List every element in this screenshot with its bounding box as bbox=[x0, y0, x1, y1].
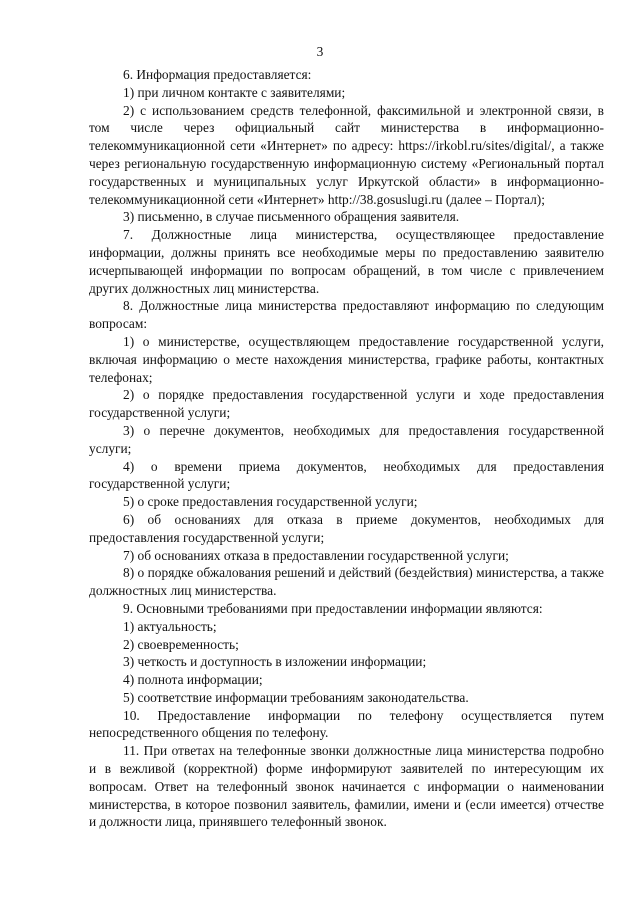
paragraph-7: 7. Должностные лица министерства, осуществляющее предоставление информации, должны принять все необходимые меры по предоставлению заявителю исчерпывающей информации по вопросам обращений, в том числе с привлечением других должностных лиц министерства. bbox=[89, 227, 604, 296]
page-number: 3 bbox=[316, 44, 324, 59]
paragraph-9-item-3: 3) четкость и доступность в изложении информации; bbox=[123, 654, 427, 670]
paragraph-8-item-8: 8) о порядке обжалования решений и действий (бездействия) министерства, а также должностных лиц министерства. bbox=[89, 565, 604, 599]
paragraph-8-heading: 8. Должностные лица министерства предоставляют информацию по следующим вопросам: bbox=[89, 298, 604, 332]
paragraph-8-item-5: 5) о сроке предоставления государственной услуги; bbox=[123, 494, 418, 510]
paragraph-8-item-3: 3) о перечне документов, необходимых для предоставления государственной услуги; bbox=[89, 422, 604, 456]
paragraph-9-heading: 9. Основными требованиями при предоставлении информации являются: bbox=[123, 600, 543, 616]
paragraph-8-item-4: 4) о времени приема документов, необходимых для предоставления государственной услуги; bbox=[89, 458, 604, 492]
paragraph-6-item-3: 3) письменно, в случае письменного обращения заявителя. bbox=[123, 209, 460, 225]
paragraph-6-item-2: 2) с использованием средств телефонной, факсимильной и электронной связи, в том числе через официальный сайт министерства в информационно-телекоммуникационной сети «Интернет» по адресу: https://irkobl.ru/sites/digital/, а также через региональную государственную информационную систему «Региональный портал государственных и муниципальных услуг Иркутской области» в информационно-телекоммуникационной сети «Интернет» http://38.gosuslugi.ru (далее – Портал); bbox=[89, 102, 604, 207]
paragraph-6-item-1: 1) при личном контакте с заявителями; bbox=[123, 84, 346, 100]
paragraph-6-heading: 6. Информация предоставляется: bbox=[123, 67, 312, 82]
paragraph-9-item-2: 2) своевременность; bbox=[123, 636, 239, 652]
paragraph-8-item-2: 2) о порядке предоставления государственной услуги и ходе предоставления государственной услуги; bbox=[89, 387, 604, 421]
paragraph-8-item-7: 7) об основаниях отказа в предоставлении государственной услуги; bbox=[123, 547, 509, 563]
paragraph-8-item-1: 1) о министерстве, осуществляющем предоставление государственной услуги, включая информацию о месте нахождения министерства, графике работы, контактных телефонах; bbox=[89, 333, 604, 385]
paragraph-9-item-1: 1) актуальность; bbox=[123, 618, 217, 634]
paragraph-9-item-5: 5) соответствие информации требованиям законодательства. bbox=[123, 689, 469, 705]
paragraph-11: 11. При ответах на телефонные звонки должностные лица министерства подробно и в вежливой (корректной) форме информируют заявителей по интересующим их вопросам. Ответ на телефонный звонок начинается с информации о наименовании министерства, в которое позвонил заявитель, фамилии, имени и (если имеется) отчестве и должности лица, принявшего телефонный звонок. bbox=[89, 743, 604, 830]
paragraph-10: 10. Предоставление информации по телефону осуществляется путем непосредственного общения по телефону. bbox=[89, 707, 604, 741]
paragraph-8-item-6: 6) об основаниях для отказа в приеме документов, необходимых для предоставления государственной услуги; bbox=[89, 511, 604, 545]
document-body bbox=[89, 66, 604, 831]
paragraph-9-item-4: 4) полнота информации; bbox=[123, 672, 263, 688]
